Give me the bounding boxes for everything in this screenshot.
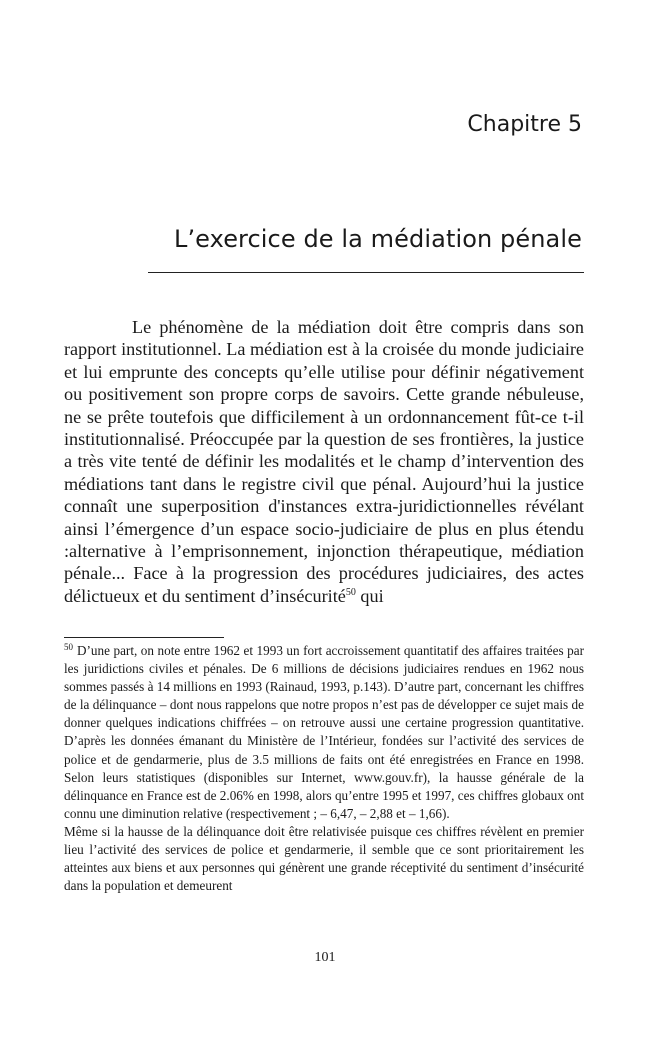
body-continuation: qui [355,585,384,606]
body-text: Le phénomène de la médiation doit être compris dans son rapport institutionnel. La médiation est à la croisée du monde judiciaire et lui emprunte des concepts qu’elle utilise pour définir négativement ou positivement son propre corps de savoirs. Cette grande nébuleuse, ne se prête toutefois que difficilement à un ordonnancement fût-ce t-il institutionnalisé. Préoccupée par la question de ses frontières, la justice a très vite tenté de définir les modalités et le champ d’intervention des médiations tant dans le registre civil que pénal. Aujourd’hui la justice connaît une superposition d'instances extra-juridictionnelles révélant ainsi l’émergence d’un espace socio-judiciaire de plus en plus étendu :alternative à l’emprisonnement, injonction thérapeutique, médiation pénale... Face à la progression des procédures judiciaires, des actes délictueux et du sentiment d’insécurité [64,317,584,606]
body-paragraph [64,316,584,607]
footnote-rule [64,637,224,638]
footnote-text: Même si la hausse de la délinquance doit être relativisée puisque ces chiffres révèlent en premier lieu l’activité des services de police et gendarmerie, il semble que ce sont prioritairement les atteintes aux biens et aux personnes qui génèrent une grande réceptivité du sentiment d’insécurité dans la population et demeurent [64,823,584,894]
footnote-text: D’une part, on note entre 1962 et 1993 un fort accroissement quantitatif des affaires traitées par les juridictions civiles et pénales. De 6 millions de décisions judiciaires rendues en 1962 nous sommes passés à 14 millions en 1993 (Rainaud, 1993, p.143). D’autre part, concernant les chiffres de la délinquance – dont nous rappelons que notre propos n’est pas de développer ce sujet mais de donner quelques indications chiffrées – on retrouve aussi une certaine progression quantitative. D’après les données émanant du Ministère de l’Intérieur, fondées sur l’activité des services de police et de gendarmerie, plus de 3.5 millions de faits ont été enregistrées en France en 1998. Selon leurs statistiques (disponibles sur Internet, www.gouv.fr), la hausse générale de la délinquance en France est de 2.06% en 1998, alors qu’entre 1995 et 1997, ces chiffres globaux ont connu une diminution relative (respectivement ; – 6,47, – 2,88 et – 1,66). [64,643,584,821]
footnote-reference: 50 [345,586,356,598]
title-rule [148,272,584,273]
footnote-paragraph [64,642,584,823]
chapter-label: Chapitre 5 [467,112,582,137]
footnotes [64,642,584,895]
page-number: 101 [314,950,336,965]
chapter-title: L’exercice de la médiation pénale [173,225,582,253]
footnote-number: 50 [64,642,73,652]
footnote-paragraph [64,823,584,895]
